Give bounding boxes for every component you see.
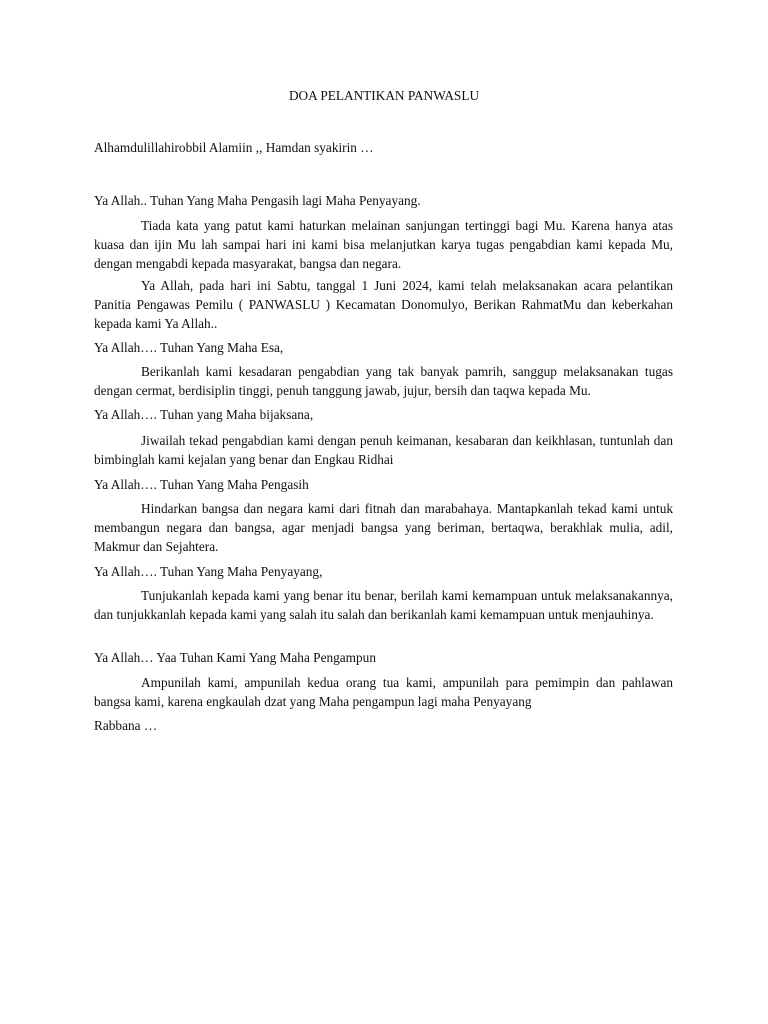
opening-line: Alhamdulillahirobbil Alamiin ,, Hamdan syakirin …	[94, 140, 374, 155]
paragraph-7: Ampunilah kami, ampunilah kedua orang tua kami, ampunilah para pemimpin dan pahlawan bangsa kami, karena engkaulah dzat yang Maha pengampun lagi maha Penyayang	[94, 675, 673, 709]
document-title: DOA PELANTIKAN PANWASLU	[288, 88, 480, 103]
invocation-3: Ya Allah…. Tuhan yang Maha bijaksana,	[94, 407, 314, 422]
paragraph-4: Jiwailah tekad pengabdian kami dengan penuh keimanan, kesabaran dan keikhlasan, tuntunlah dan bimbinglah kami kejalan yang benar dan Engkau Ridhai	[94, 433, 673, 467]
closing-line: Rabbana …	[94, 718, 158, 733]
paragraph-1: Tiada kata yang patut kami haturkan melainan sanjungan tertinggi bagi Mu. Karena hanya atas kuasa dan ijin Mu lah sampai hari ini kami bisa melanjutkan karya tugas pengabdian kami kepada Mu, dengan mengabdi kepada masyarakat, bangsa dan negara.	[94, 218, 673, 271]
invocation-5: Ya Allah…. Tuhan Yang Maha Penyayang,	[94, 564, 323, 579]
paragraph-2: Ya Allah, pada hari ini Sabtu, tanggal 1 Juni 2024, kami telah melaksanakan acara pelantikan Panitia Pengawas Pemilu ( PANWASLU ) Kecamatan Donomulyo, Berikan RahmatMu dan keberkahan kepada kami Ya Allah..	[94, 278, 673, 331]
invocation-1: Ya Allah.. Tuhan Yang Maha Pengasih lagi Maha Penyayang.	[94, 193, 421, 208]
invocation-4: Ya Allah…. Tuhan Yang Maha Pengasih	[94, 477, 309, 492]
paragraph-6: Tunjukanlah kepada kami yang benar itu benar, berilah kami kemampuan untuk melaksanakannya, dan tunjukkanlah kepada kami yang salah itu salah dan berikanlah kami kemampuan untuk menjauhinya.	[94, 588, 673, 622]
invocation-2: Ya Allah…. Tuhan Yang Maha Esa,	[94, 340, 284, 355]
paragraph-5: Hindarkan bangsa dan negara kami dari fitnah dan marabahaya. Mantapkanlah tekad kami untuk membangun negara dan bangsa, agar menjadi bangsa yang beriman, bertaqwa, berakhlak mulia, adil, Makmur dan Sejahtera.	[94, 501, 673, 554]
paragraph-3: Berikanlah kami kesadaran pengabdian yang tak banyak pamrih, sanggup melaksanakan tugas dengan cermat, berdisiplin tinggi, penuh tanggung jawab, jujur, bersih dan taqwa kepada Mu.	[94, 364, 673, 398]
invocation-6: Ya Allah… Yaa Tuhan Kami Yang Maha Pengampun	[94, 650, 376, 665]
